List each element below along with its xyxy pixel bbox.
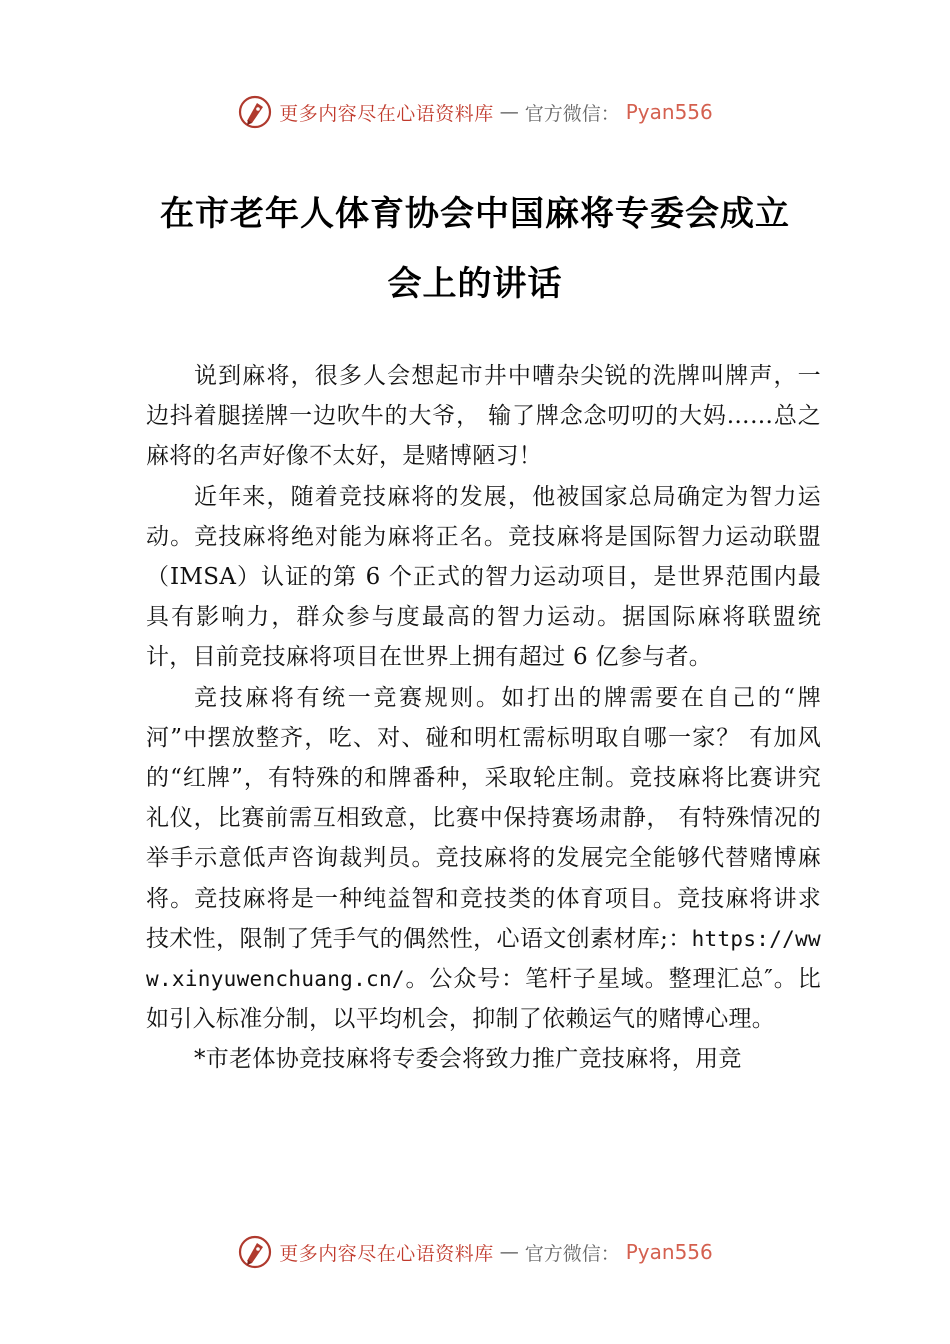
document-body [146, 356, 821, 1080]
banner-wechat-label: 官方微信： [524, 102, 620, 125]
paragraph-3 [146, 678, 821, 1040]
banner-text: 更多内容尽在心语资料库 [279, 102, 494, 125]
banner-separator: — [499, 101, 519, 123]
footer-banner-separator: — [499, 1241, 519, 1263]
footer-banner-text: 更多内容尽在心语资料库 [279, 1242, 494, 1265]
header-banner [0, 92, 950, 132]
document-title-line-1: 在市老年人体育协会中国麻将专委会成立 [160, 194, 790, 234]
paragraph-3-tail: 。公众号：笔杆子星域。整理汇总″。比如引入标准分制，以平均机会，抑制了依赖运气的赌博心理。 [146, 966, 821, 1033]
paragraph-3-text: 竞技麻将有统一竞赛规则。如打出的牌需要在自己的“牌河”中摆放整齐，吃、对、碰和明杠需标明取自哪一家？ 有加风的“红牌”，有特殊的和牌番种，采取轮庄制。竞技麻将比赛讲究礼仪，比赛前需互相致意，比赛中保持赛场肃静， 有特殊情况的举手示意低声咨询裁判员。竞技麻将的发展完全能够代替赌博麻将。竞技麻将是一种纯益智和竞技类的体育项目。竞技麻将讲求技术性，限制了凭手气的偶然性，心语文创素材库;： [146, 684, 821, 952]
pen-nib-logo-icon [237, 94, 273, 130]
paragraph-2: 近年来，随着竞技麻将的发展，他被国家总局确定为智力运动。竞技麻将绝对能为麻将正名。竞技麻将是国际智力运动联盟（IMSA）认证的第 6 个正式的智力运动项目，是世界范围内最具有影响力，群众参与度最高的智力运动。据国际麻将联盟统计，目前竞技麻将项目在世界上拥有超过 6 亿参与者。 [146, 483, 821, 671]
paragraph-1: 说到麻将，很多人会想起市井中嘈杂尖锐的洗牌叫牌声，一边抖着腿搓牌一边吹牛的大爷， 输了牌念念叨叨的大妈……总之麻将的名声好像不太好，是赌博陋习！ [146, 363, 821, 470]
banner-wechat-id: Pyan556 [625, 100, 713, 124]
paragraph-4: *市老体协竞技麻将专委会将致力推广竞技麻将，用竞 [194, 1046, 742, 1073]
document-title-line-2: 会上的讲话 [387, 264, 563, 304]
pen-nib-logo-icon [237, 1234, 273, 1270]
paragraph-3-url: https://www.xinyuwenchuang.cn/ [146, 926, 821, 992]
footer-banner-wechat-label: 官方微信： [524, 1242, 620, 1265]
footer-banner-wechat-id: Pyan556 [625, 1240, 713, 1264]
footer-banner [0, 1232, 950, 1272]
